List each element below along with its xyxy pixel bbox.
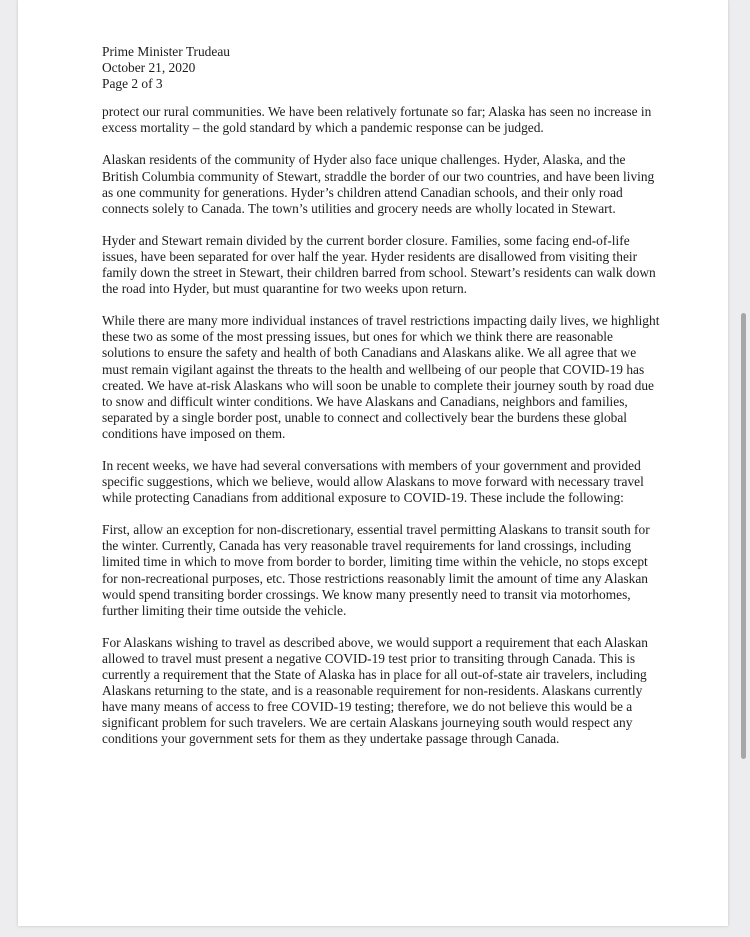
recipient-line: Prime Minister Trudeau xyxy=(102,44,230,59)
document-page xyxy=(18,0,728,926)
paragraph: Hyder and Stewart remain divided by the current border closure. Families, some facing end-of-life issues, have been separated for over half the year. Hyder residents are disallowed from visiting their family down the street in Stewart, their children barred from school. Stewart’s residents can walk down the road into Hyder, but must quarantine for two weeks upon return. xyxy=(102,232,656,297)
paragraph: For Alaskans wishing to travel as described above, we would support a requirement that each Alaskan allowed to travel must present a negative COVID-19 test prior to transiting through Canada. This is currently a requirement that the State of Alaska has in place for all out-of-state air travelers, including Alaskans returning to the state, and is a reasonable requirement for non-residents. Alaskans currently have many means of access to free COVID-19 testing; therefore, we do not believe this would be a significant problem for such travelers. We are certain Alaskans journeying south would respect any conditions your government sets for them as they undertake passage through Canada. xyxy=(102,634,648,747)
vertical-scrollbar[interactable] xyxy=(741,313,746,759)
paragraph: protect our rural communities. We have been relatively fortunate so far; Alaska has seen no increase in excess mortality – the gold standard by which a pandemic response can be judged. xyxy=(102,104,652,136)
page-number-line: Page 2 of 3 xyxy=(102,76,163,92)
letter-header xyxy=(102,44,662,92)
paragraph: Alaskan residents of the community of Hyder also face unique challenges. Hyder, Alaska, and the British Columbia community of Stewart, straddle the border of our two countries, and have been living as one community for generations. Hyder’s children attend Canadian schools, and their only road connects solely to Canada. The town’s utilities and grocery needs are wholly located in Stewart. xyxy=(102,152,655,216)
date-line: October 21, 2020 xyxy=(102,60,196,76)
paragraph: In recent weeks, we have had several conversations with members of your government and provided specific suggestions, which we believe, would allow Alaskans to move forward with necessary travel while protecting Canadians from additional exposure to COVID-19. These include the following: xyxy=(102,457,644,506)
paragraph: While there are many more individual instances of travel restrictions impacting daily lives, we highlight these two as some of the most pressing issues, but ones for which we think there are reasonable solutions to ensure the safety and health of both Canadians and Alaskans alike. We all agree that we must remain vigilant against the threats to the health and wellbeing of our people that COVID-19 has created. We have at-risk Alaskans who will soon be unable to complete their journey south by road due to snow and difficult winter conditions. We have Alaskans and Canadians, neighbors and families, separated by a single border post, unable to connect and collectively bear the burdens these global conditions have imposed on them. xyxy=(102,313,660,441)
paragraph: First, allow an exception for non-discretionary, essential travel permitting Alaskans to transit south for the winter. Currently, Canada has very reasonable travel requirements for land crossings, including limited time in which to move from border to border, limiting time within the vehicle, no stops except for non-recreational purposes, etc. Those restrictions reasonably limit the amount of time any Alaskan would spend transiting border crossings. We know many presently need to transit via motorhomes, further limiting their time outside the vehicle. xyxy=(102,522,650,618)
letter-body xyxy=(102,44,662,763)
